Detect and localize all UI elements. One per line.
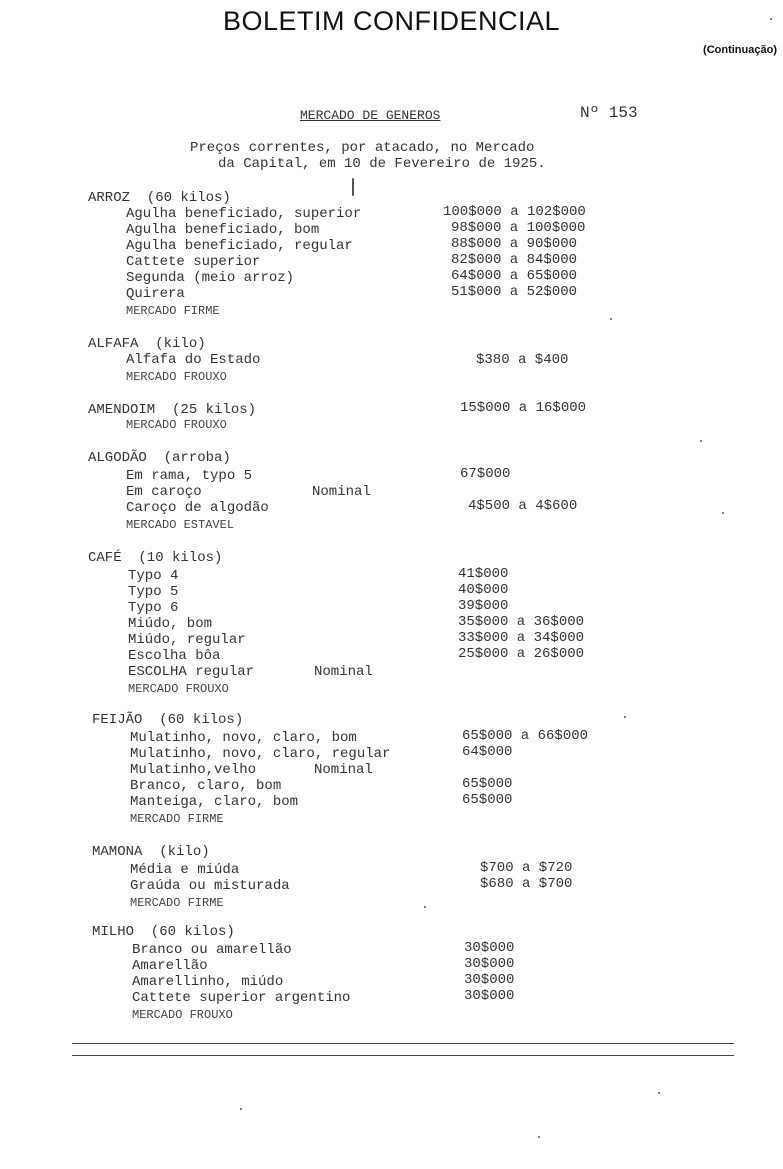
item-price: 30$000 [464,972,515,988]
item-name: Miúdo, regular [128,632,246,648]
item-price: 65$000 a 66$000 [462,728,589,744]
nominal-label: Nominal [314,762,373,778]
nominal-label: Nominal [312,484,371,500]
market-status: MERCADO FIRME [130,812,224,826]
item-price: 88$000 a 90$000 [451,236,578,252]
scan-mark [352,178,354,196]
item-name: Quirera [126,286,185,302]
section-title-arroz: ARROZ (60 kilos) [88,190,231,206]
item-price: 30$000 [464,940,515,956]
item-price: 82$000 a 84$000 [451,252,578,268]
item-price: 39$000 [458,598,509,614]
section-title-amendoim: AMENDOIM (25 kilos) [88,402,257,418]
item-name: Escolha bôa [128,648,221,664]
market-status: MERCADO FROUXO [128,682,229,696]
item-price: 65$000 [462,776,513,792]
item-name: Graúda ou misturada [130,878,290,894]
market-status: MERCADO FIRME [126,304,220,318]
item-price: 25$000 a 26$000 [458,646,585,662]
scan-mark [624,716,626,718]
item-name: Cattete superior [126,254,261,270]
item-price: 30$000 [464,988,515,1004]
intro-line-2: da Capital, em 10 de Fevereiro de 1925. [218,156,546,172]
item-name: Agulha beneficiado, regular [126,238,353,254]
item-price: 64$000 a 65$000 [451,268,578,284]
item-price: $700 a $720 [480,860,573,876]
market-status: MERCADO FROUXO [126,418,227,432]
item-price: 65$000 [462,792,513,808]
item-name: Em caroço [126,484,202,500]
scan-mark [700,440,702,442]
scan-mark [658,1092,660,1094]
market-status: MERCADO FROUXO [126,370,227,384]
item-price: 98$000 a 100$000 [451,220,586,236]
item-price: 35$000 a 36$000 [458,614,585,630]
divider-rule [72,1055,734,1056]
continuation-label: (Continuação) [703,44,777,56]
divider-rule [72,1043,734,1044]
section-title-alfafa: ALFAFA (kilo) [88,336,206,352]
scan-mark [610,318,612,320]
section-title-algodao: ALGODÃO (arroba) [88,450,231,466]
item-name: Em rama, typo 5 [126,468,253,484]
item-name: Amarellão [132,958,208,974]
bulletin-number: Nº 153 [580,104,638,122]
section-title-mamona: MAMONA (kilo) [92,844,210,860]
item-name: Alfafa do Estado [126,352,261,368]
item-name: Agulha beneficiado, bom [126,222,320,238]
item-name: Mulatinho, novo, claro, bom [130,730,357,746]
item-price: 41$000 [458,566,509,582]
item-price: 51$000 a 52$000 [451,284,578,300]
item-name: Miúdo, bom [128,616,213,632]
item-name: Caroço de algodão [126,500,269,516]
item-price: 15$000 a 16$000 [460,400,587,416]
market-status: MERCADO FIRME [130,896,224,910]
market-title: MERCADO DE GENEROS [300,108,441,123]
item-name: Branco ou amarellão [132,942,292,958]
item-name: Branco, claro, bom [130,778,282,794]
item-price: 64$000 [462,744,513,760]
scan-mark [722,512,724,514]
bulletin-title: BOLETIM CONFIDENCIAL [222,6,561,36]
scan-mark [240,1108,242,1110]
item-name: Manteiga, claro, bom [130,794,299,810]
item-name: Amarellinho, miúdo [132,974,284,990]
item-price: 100$000 a 102$000 [443,204,586,220]
scan-mark [424,906,426,908]
item-name: Typo 4 [128,568,179,584]
section-title-cafe: CAFÉ (10 kilos) [88,550,223,566]
item-name: ESCOLHA regular [128,664,255,680]
item-name: Typo 6 [128,600,179,616]
scan-mark [538,1136,540,1138]
item-name: Segunda (meio arroz) [126,270,295,286]
item-price: 33$000 a 34$000 [458,630,585,646]
item-price: $680 a $700 [480,876,573,892]
nominal-label: Nominal [314,664,373,680]
item-name: Cattete superior argentino [132,990,351,1006]
item-price: 30$000 [464,956,515,972]
item-name: Média e miúda [130,862,240,878]
item-price: 4$500 a 4$600 [468,498,578,514]
item-name: Mulatinho,velho [130,762,257,778]
item-name: Typo 5 [128,584,179,600]
item-price: 40$000 [458,582,509,598]
intro-line-1: Preços correntes, por atacado, no Mercado [190,140,535,156]
section-title-feijao: FEIJÃO (60 kilos) [92,712,244,728]
market-status: MERCADO ESTAVEL [126,518,235,532]
item-name: Agulha beneficiado, superior [126,206,362,222]
item-price: 67$000 [460,466,511,482]
scan-mark [770,18,772,20]
market-status: MERCADO FROUXO [132,1008,233,1022]
item-name: Mulatinho, novo, claro, regular [130,746,391,762]
section-title-milho: MILHO (60 kilos) [92,924,235,940]
item-price: $380 a $400 [476,352,569,368]
